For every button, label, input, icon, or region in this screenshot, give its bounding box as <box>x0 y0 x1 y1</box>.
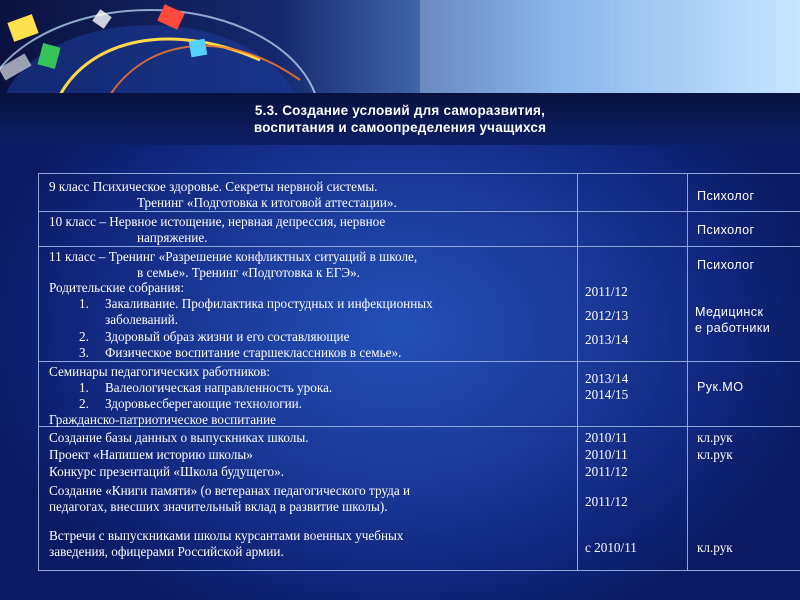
row-2-responsible: Психолог <box>697 223 755 237</box>
row-separator <box>39 246 800 247</box>
row-3-text-line-2: в семье». Тренинг «Подготовка к ЕГЭ». <box>137 265 360 280</box>
parents-item-1-line-2: заболеваний. <box>105 312 179 327</box>
seminars-item-2-text: Здоровьесберегающие технологии. <box>105 396 303 411</box>
civic-item-5-year: с 2010/11 <box>585 540 637 555</box>
civic-item-3-text: Конкурс презентаций «Школа будущего». <box>49 464 285 479</box>
parents-item-1-number: 1. <box>79 296 89 311</box>
column-divider-responsible <box>687 174 688 570</box>
decorative-header-banner <box>0 0 800 95</box>
parents-responsible-line-2: е работники <box>695 321 771 335</box>
civic-item-5-text-line-1: Встречи с выпускниками школы курсантами военных учебных <box>49 528 404 543</box>
activities-table <box>38 173 800 571</box>
decorative-globe-graphic <box>0 0 800 95</box>
seminars-year-2: 2014/15 <box>585 387 629 402</box>
civic-item-2-responsible: кл.рук <box>697 447 733 462</box>
parents-item-3-number: 3. <box>79 345 89 360</box>
row-separator <box>39 361 800 362</box>
page-title-line-2: воспитания и самоопределения учащихся <box>253 120 547 135</box>
civic-item-2-year: 2010/11 <box>585 447 628 462</box>
civic-item-5-text-line-2: заведения, офицерами Российской армии. <box>49 544 284 559</box>
seminars-heading: Семинары педагогических работников: <box>49 364 271 379</box>
parents-year-2: 2012/13 <box>585 308 629 323</box>
row-2-text-line-1: 10 класс – Нервное истощение, нервная депрессия, нервное <box>49 214 386 229</box>
row-separator <box>39 211 800 212</box>
row-1-text-line-1: 9 класс Психическое здоровье. Секреты нервной системы. <box>49 179 378 194</box>
column-divider-years <box>577 174 578 570</box>
parents-year-1: 2011/12 <box>585 284 628 299</box>
row-2-text-line-2: напряжение. <box>137 230 208 245</box>
seminars-item-1-number: 1. <box>79 380 89 395</box>
civic-item-5-responsible: кл.рук <box>697 540 733 555</box>
page-title-line-1: 5.3. Создание условий для саморазвития, <box>254 103 546 118</box>
row-3-text-line-1: 11 класс – Тренинг «Разрешение конфликтных ситуаций в школе, <box>49 249 418 264</box>
seminars-item-1-text: Валеологическая направленность урока. <box>105 380 333 395</box>
civic-heading: Гражданско-патриотическое воспитание <box>49 412 277 427</box>
seminars-year-1: 2013/14 <box>585 371 629 386</box>
civic-item-1-responsible: кл.рук <box>697 430 733 445</box>
parents-item-2-number: 2. <box>79 329 89 344</box>
civic-item-4-text-line-2: педагогах, внесших значительный вклад в развитие школы). <box>49 499 388 514</box>
parents-item-3-text: Физическое воспитание старшеклассников в семье». <box>105 345 402 360</box>
parents-item-1-line-1: Закаливание. Профилактика простудных и инфекционных <box>105 296 433 311</box>
parents-heading: Родительские собрания: <box>49 280 185 295</box>
parents-item-2-text: Здоровый образ жизни и его составляющие <box>105 329 350 344</box>
row-1-text-line-2: Тренинг «Подготовка к итоговой аттестации». <box>137 195 397 210</box>
civic-item-1-year: 2010/11 <box>585 430 628 445</box>
seminars-item-2-number: 2. <box>79 396 89 411</box>
parents-responsible-line-1: Медицинск <box>695 305 764 319</box>
parents-year-3: 2013/14 <box>585 332 629 347</box>
civic-item-1-text: Создание базы данных о выпускниках школы. <box>49 430 309 445</box>
seminars-responsible: Рук.МО <box>697 380 744 394</box>
row-3-responsible: Психолог <box>697 258 755 272</box>
civic-item-4-text-line-1: Создание «Книги памяти» (о ветеранах педагогического труда и <box>49 483 411 498</box>
civic-item-2-text: Проект «Напишем историю школы» <box>49 447 253 462</box>
civic-item-3-year: 2011/12 <box>585 464 628 479</box>
page-title <box>200 102 600 136</box>
civic-item-4-year: 2011/12 <box>585 494 628 509</box>
row-1-responsible: Психолог <box>697 189 755 203</box>
